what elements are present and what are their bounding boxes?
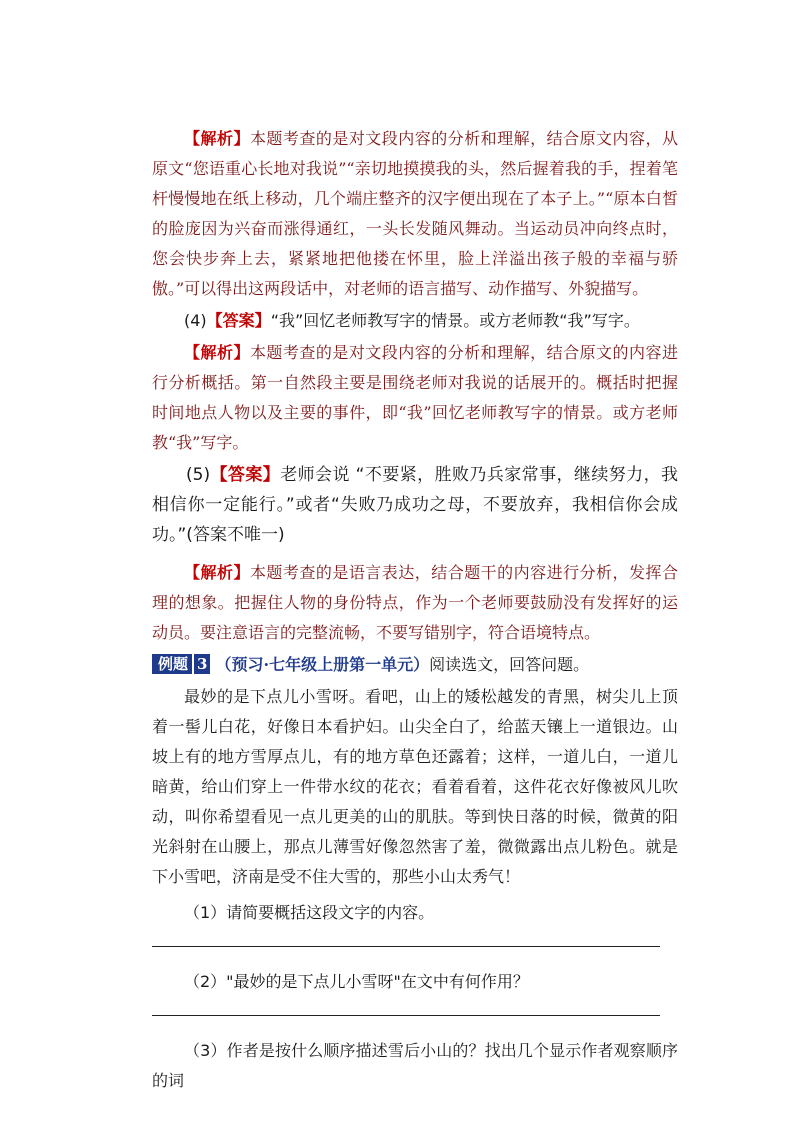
analysis-5: [152, 558, 678, 648]
analysis-tag: 【解析】: [184, 563, 250, 582]
answer-text: “我”回忆老师教写字的情景。或方老师教“我”写字。: [270, 311, 640, 330]
analysis-3: [152, 124, 678, 304]
analysis-text: 本题考查的是对文段内容的分析和理解，结合原文的内容进行分析概括。第一自然段主要是围绕老师对我说的话展开的。概括时把握时间地点人物以及主要的事件，即“我”回忆老师教写字的情景。或方老师教“我”写字。: [152, 343, 678, 452]
answer-number: (4): [184, 311, 207, 330]
question-1: （1）请简要概括这段文字的内容。: [184, 903, 435, 922]
example-number: 3: [192, 654, 210, 674]
reading-passage: 最妙的是下点儿小雪呀。看吧，山上的矮松越发的青黑，树尖儿上顶着一髻儿白花，好像日本看护妇。山尖全白了，给蓝天镶上一道银边。山坡上有的地方雪厚点儿，有的地方草色还露着；这样，一道儿白，一道儿暗黄，给山们穿上一件带水纹的花衣；看着看着，这件花衣好像被风儿吹动，叫你希望看见一点儿更美的山的肌肤。等到快日落的时候，微黄的阳光斜射在山腰上，那点儿薄雪好像忽然害了羞，微微露出点儿粉色。就是下小雪吧，济南是受不住大雪的，那些小山太秀气！: [152, 687, 678, 886]
analysis-tag: 【解析】: [184, 129, 250, 148]
answer-4: [152, 306, 678, 336]
answer-5: [152, 460, 678, 550]
answer-line-2[interactable]: [152, 1015, 660, 1016]
analysis-text: 本题考查的是对文段内容的分析和理解，结合原文内容，从原文“您语重心长地对我说”“亲切地摸摸我的头，然后握着我的手，捏着笔杆慢慢地在纸上移动，几个端庄整齐的汉字便出现在了本子上。”“原本白皙的脸庞因为兴奋而涨得通红，一头长发随风舞动。当运动员冲向终点时，您会快步奔上去，紧紧地把他搂在怀里，脸上洋溢出孩子般的幸福与骄傲。”可以得出这两段话中，对老师的语言描写、动作描写、外貌描写。: [152, 129, 678, 298]
example-source: （预习·七年级上册第一单元）: [215, 655, 430, 674]
analysis-tag: 【解析】: [184, 343, 250, 362]
question-3: （3）作者是按什么顺序描述雪后小山的？找出几个显示作者观察顺序的词: [152, 1041, 678, 1090]
question-2: （2）"最妙的是下点儿小雪呀"在文中有何作用？: [184, 972, 529, 991]
answer-tag: 【答案】: [210, 465, 281, 485]
answer-line-1[interactable]: [152, 946, 660, 947]
example-instruction: 阅读选文，回答问题。: [429, 655, 590, 674]
answer-tag: 【答案】: [206, 311, 271, 330]
analysis-4: [152, 338, 678, 458]
analysis-text: 本题考查的是语言表达，结合题干的内容进行分析，发挥合理的想象。把握住人物的身份特点，作为一个老师要鼓励没有发挥好的运动员。要注意语言的完整流畅，不要写错别字，符合语境特点。: [152, 563, 678, 642]
document-page: [152, 124, 678, 1096]
answer-text: 老师会说 “不要紧，胜败乃兵家常事，继续努力，我相信你一定能行。”或者“失败乃成功之母，不要放弃，我相信你会成功。”(答案不唯一): [152, 465, 678, 545]
example-heading: [152, 650, 678, 680]
answer-number: (5): [186, 465, 211, 485]
example-badge: 例题: [152, 654, 192, 674]
